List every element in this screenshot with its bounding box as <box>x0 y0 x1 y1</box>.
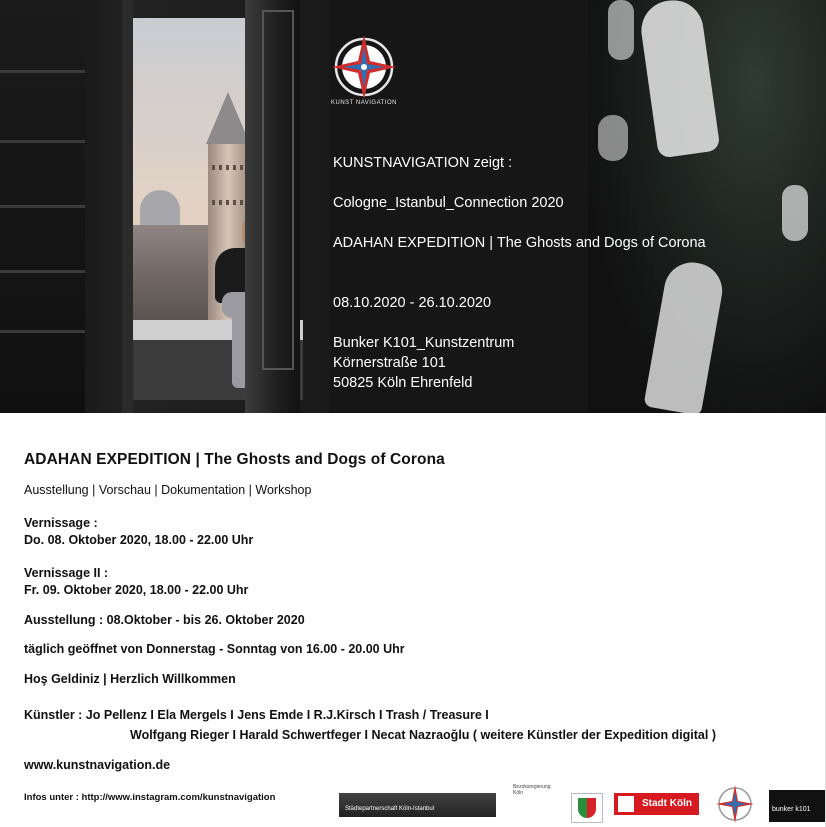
compass-logo-icon <box>325 30 403 110</box>
vernissage2-date: Fr. 09. Oktober 2020, 18.00 - 22.00 Uhr <box>24 583 249 597</box>
partnership-logo: Städtepartnerschaft Köln-Istanbul <box>339 793 496 817</box>
logo-wordmark: KUNST NAVIGATION <box>330 100 397 106</box>
artists-line-2: Wolfgang Rieger I Harald Schwertfeger I Necat Nazraoğlu ( weitere Künstler der Expedition digital ) <box>130 728 716 742</box>
banner-image <box>0 0 826 413</box>
vernissage2-label: Vernissage II : <box>24 566 109 580</box>
bezirksregierung-logo: Bezirksregierung Köln <box>513 784 551 796</box>
tower-windows <box>212 200 244 205</box>
banner-line-title: ADAHAN EXPEDITION | The Ghosts and Dogs of Corona <box>333 235 706 251</box>
banner-line-presents: KUNSTNAVIGATION zeigt : <box>333 155 513 171</box>
stadt-koeln-label: Stadt Köln <box>642 798 692 809</box>
tower-roof <box>206 92 250 144</box>
bunker-k101-logo: bunker k101 <box>769 790 825 822</box>
compass-logo-small-icon <box>714 783 756 825</box>
nrw-crest-icon <box>571 793 603 823</box>
welcome-line: Hoş Geldiniz | Herzlich Willkommen <box>24 672 236 686</box>
banner-line-street: Körnerstraße 101 <box>333 355 446 371</box>
artists-line-1: Künstler : Jo Pellenz I Ela Mergels I Jens Emde I R.J.Kirsch I Trash / Treasure I <box>24 708 489 722</box>
vernissage-date: Do. 08. Oktober 2020, 18.00 - 22.00 Uhr <box>24 533 254 547</box>
shelf <box>0 0 85 413</box>
exhibition-dates: Ausstellung : 08.Oktober - bis 26. Oktober 2020 <box>24 613 305 627</box>
door-frame <box>122 0 133 413</box>
tower-windows <box>212 165 244 170</box>
ghost-figure <box>598 115 628 161</box>
banner-line-city: 50825 Köln Ehrenfeld <box>333 375 473 391</box>
banner-line-venue: Bunker K101_Kunstzentrum <box>333 335 515 351</box>
ghost-figure <box>782 185 808 241</box>
banner-line-dates: 08.10.2020 - 26.10.2020 <box>333 295 492 311</box>
door-panel <box>262 10 294 370</box>
opening-hours: täglich geöffnet von Donnerstag - Sonntag von 16.00 - 20.00 Uhr <box>24 642 405 656</box>
mosque-silhouette <box>140 190 180 230</box>
stadt-koeln-logo <box>614 793 699 815</box>
event-subtitle: Ausstellung | Vorschau | Dokumentation | Workshop <box>24 483 312 497</box>
website-link[interactable]: www.kunstnavigation.de <box>24 758 171 772</box>
vernissage-label: Vernissage : <box>24 516 98 530</box>
ghost-figure <box>608 0 634 60</box>
event-title: ADAHAN EXPEDITION | The Ghosts and Dogs of Corona <box>24 451 445 468</box>
banner-line-project: Cologne_Istanbul_Connection 2020 <box>333 195 564 211</box>
instagram-info[interactable]: Infos unter : http://www.instagram.com/kunstnavigation <box>24 792 276 803</box>
